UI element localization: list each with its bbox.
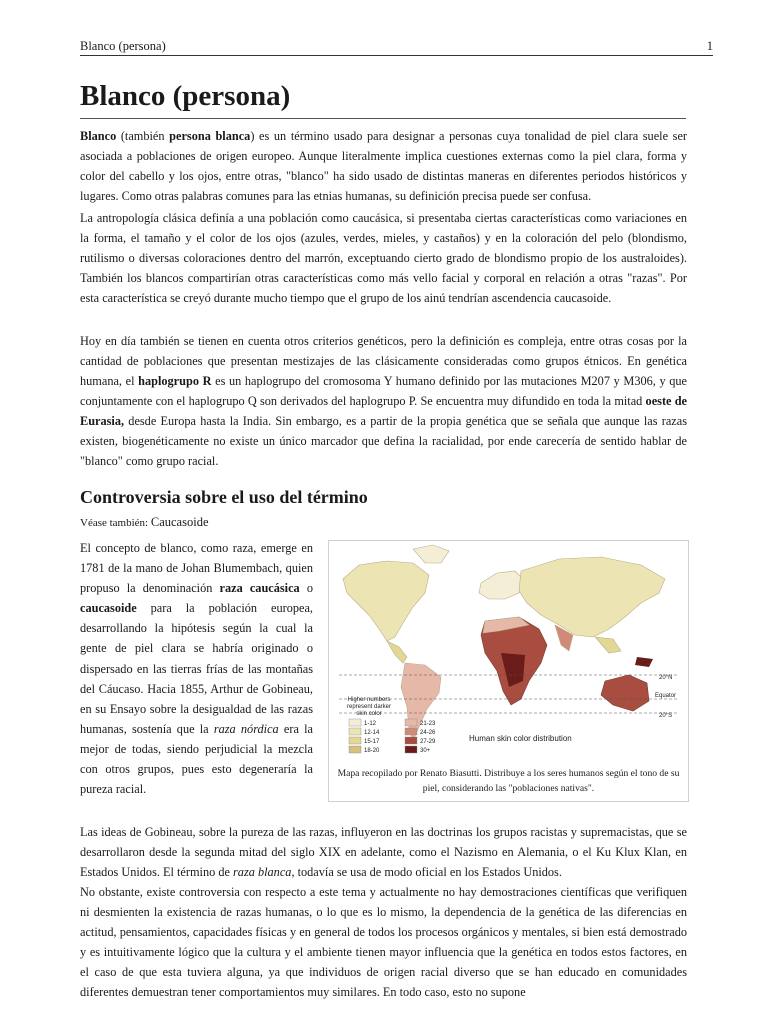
equator-label: Equator	[655, 693, 677, 699]
legend-label: 24-26	[420, 730, 436, 736]
legend-label: 27-29	[420, 739, 436, 745]
raza-blanca-term: raza blanca	[233, 865, 292, 879]
world-map-image	[329, 541, 688, 765]
legend-label: 30+	[420, 748, 431, 754]
legend-label: 21-23	[420, 721, 436, 727]
legend-note-line-1: Higher numbers	[347, 697, 391, 703]
gobineau-influence-paragraph: Las ideas de Gobineau, sobre la pureza de las razas, influyeron en las doctrinas los grupos racistas y supremacistas, que se desarrollaron desde la segunda mitad del siglo XIX en adelante, como el Nazismo en Alemania, o el Ku Klux Klan, en Estados Unidos. El término de raza blanca, todavía se usa de modo oficial en los Estados Unidos.	[80, 825, 687, 879]
skin-color-map-figure	[328, 540, 689, 802]
lat-20n-label: 20°N	[659, 675, 673, 681]
legend-swatch	[349, 728, 361, 735]
raza-nordica-term: raza nórdica	[213, 721, 279, 736]
haplogroup-r-link[interactable]: haplogrupo R	[138, 374, 212, 388]
intro-paragraph: Blanco (también persona blanca) es un término usado para designar a personas cuya tonalidad de piel clara suele ser asociada a poblaciones de origen europeo. Aunque literalmente implica cuestiones externas como la piel clara, forma y color del cabello y los ojos, entre otras, "blanco" ha sido usado de distintas maneras en diferentes periodos históricos y lugares. Como otras palabras comunes para las etnias humanas, su definición precisa puede ser confusa.	[80, 129, 687, 203]
west-eurasia-link[interactable]: oeste de Eurasia,	[80, 394, 687, 428]
figure-caption: Mapa recopilado por Renato Biasutti. Distribuye a los seres humanos según el tono de su piel, considerando las "poblaciones nativas".	[337, 768, 680, 794]
term-persona-blanca: persona blanca	[169, 129, 251, 143]
section-heading: Controversia sobre el uso del término	[80, 487, 368, 507]
see-also-link[interactable]: Caucasoide	[150, 515, 209, 529]
legend-note-line-2: represent darker	[346, 704, 392, 710]
lat-20s-label: 20°S	[659, 713, 673, 719]
legend-label: 15-17	[364, 739, 380, 745]
legend-swatch	[405, 728, 417, 735]
legend-label: 1-12	[364, 721, 377, 727]
page-title: Blanco (persona)	[80, 76, 686, 119]
term-blanco: Blanco	[80, 129, 117, 143]
legend-label: 18-20	[364, 748, 380, 754]
blumenbach-paragraph: El concepto de blanco, como raza, emerge en 1781 de la mano de Johan Blumembach, quien propuso la denominación raza caucásica o caucasoide para la población europea, desarrollando la hipótesis según la cual la gente de piel clara se habría originado o dispersado en las tierras frías de las montañas del Cáucaso. Hacia 1855, Arthur de Gobineau, en su Ensayo sobre la desigualdad de las razas humanas, sostenía que la raza nórdica era la mejor de todas, siendo perjudicial la mezcla con otros grupos, pues esto degeneraría la pureza racial.	[80, 541, 313, 797]
page-number: 1	[706, 39, 713, 53]
legend-swatch	[349, 746, 361, 753]
legend-note-line-3: skin color	[356, 711, 382, 717]
running-title: Blanco (persona)	[80, 39, 166, 53]
legend-swatch	[349, 719, 361, 726]
genetics-paragraph: Hoy en día también se tienen en cuenta otros criterios genéticos, pero la definición es compleja, entre otras cosas por la cantidad de poblaciones que presentan mestizajes de las clásicamente consideradas como grupos étnicos. En genética humana, el haplogrupo R es un haplogrupo del cromosoma Y humano definido por las mutaciones M207 y M306, y que conjuntamente con el haplogrupo Q son derivados del haplogrupo P. Se encuentra muy difundido en toda la mitad oeste de Eurasia, desde Europa hasta la India. Sin embargo, es a partir de la propia genética que se señala que aunque las razas existen, biogenéticamente no existe un único marcador que defina la racialidad, por ende carecería de sentido hablar de "blanco" como grupo racial.	[80, 334, 687, 468]
legend-swatch	[405, 746, 417, 753]
legend-swatch	[349, 737, 361, 744]
controversy-paragraph: No obstante, existe controversia con respecto a este tema y actualmente no hay demostraciones científicas que verifiquen ni desmienten la existencia de razas humanas, o lo que es lo mismo, la dependencia de la genética de las diferencias en actitud, pensamientos, capacidades físicas y en general de todos los procesos orgánicos y mentales, si bien está demostrado y es intuitivamente lógico que la cultura y el ambiente tienen mayor influencia que la genética en todos estos factores, en el caso de que esta tuviera alguna, ya que individuos de origen racial diverso que se han educado en comunidades diferentes demuestran tener comportamientos muy similares. En todo caso, esto no supone	[80, 885, 687, 999]
legend-swatch	[405, 737, 417, 744]
anthropology-paragraph: La antropología clásica definía a una población como caucásica, si presentaba ciertas características como variaciones en la forma, el tamaño y el color de los ojos (azules, verdes, mieles, y castaños) y en la coloración del pelo (blondismo, rutilismo o diversas coloraciones dentro del marrón, exceptuando cierto grado de blondismo propio de los australoides). También los blancos compartirían otras características como más vello facial y corporal en relación a otras "razas". Por esta característica se creyó durante mucho tiempo que el grupo de los ainú tendrían ascendencia caucasoide.	[80, 211, 687, 305]
legend-label: 12-14	[364, 730, 380, 736]
running-header	[80, 37, 713, 56]
caucasoide-term: caucasoide	[80, 601, 137, 616]
map-title: Human skin color distribution	[469, 734, 572, 743]
raza-caucasica-term: raza caucásica	[219, 581, 300, 596]
legend-swatch	[405, 719, 417, 726]
see-also-note: Véase también: Caucasoide	[80, 515, 209, 529]
